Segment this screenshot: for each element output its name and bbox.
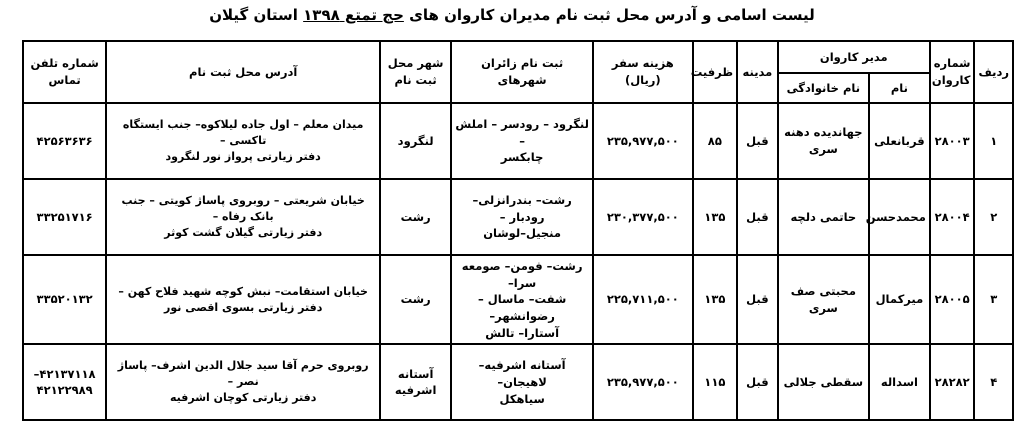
- cell-cost: ۲۳۵,۹۷۷,۵۰۰: [593, 344, 692, 420]
- cell-last-name: سقطی جلالی: [778, 344, 869, 420]
- cell-cost: ۲۲۵,۷۱۱,۵۰۰: [593, 255, 692, 344]
- cell-phone: [23, 344, 106, 420]
- cell-city: لنگرود: [380, 103, 451, 179]
- cities-line: لنگرود – رودسر – املش –: [455, 116, 589, 148]
- cities-line: سیاهکل: [499, 391, 545, 406]
- header-medina: مدینه: [737, 41, 778, 103]
- header-manager: مدیر کاروان: [778, 41, 930, 73]
- cell-cost: ۲۳۵,۹۷۷,۵۰۰: [593, 103, 692, 179]
- cell-capacity: ۱۱۵: [693, 344, 738, 420]
- cell-phone: [23, 179, 106, 255]
- cell-address: [106, 103, 380, 179]
- header-capacity: ظرفیت: [693, 41, 738, 103]
- cell-cities: [451, 344, 593, 420]
- cell-capacity: ۱۳۵: [693, 255, 738, 344]
- phone-line: ۳۳۲۵۱۷۱۶: [36, 209, 93, 224]
- cell-address: [106, 255, 380, 344]
- cell-first-name: میرکمال: [869, 255, 930, 344]
- cell-first-name: اسداله: [869, 344, 930, 420]
- table-row: [23, 344, 1013, 420]
- cell-city: رشت: [380, 255, 451, 344]
- cell-cities: [451, 255, 593, 344]
- title-underlined: حج تمتع ۱۳۹۸: [303, 6, 404, 24]
- address-line: روبروی حرم آقا سید جلال الدین اشرف– پاساژ نصر –: [117, 359, 369, 389]
- cities-line: آستانه اشرفیه–لاهیجان–: [478, 358, 566, 390]
- cell-first-name: محمدحسن: [869, 179, 930, 255]
- cities-line: رشت– فومن– صومعه سرا–: [461, 259, 583, 290]
- header-phone: شماره تلفن تماس: [23, 41, 106, 103]
- cell-row-no: ۴: [974, 344, 1013, 420]
- cell-caravan-no: ۲۸۰۰۵: [930, 255, 975, 344]
- cell-phone: [23, 103, 106, 179]
- address-line: خیابان شریعتی – روبروی پاساژ کویتی – جنب بانک رفاه –: [121, 194, 365, 224]
- title-part-1: لیست اسامی و آدرس محل ثبت نام مدیران کاروان های: [409, 6, 815, 24]
- address-line: میدان معلم – اول جاده لیلاکوه– جنب ایستگاه تاکسی –: [122, 118, 364, 148]
- cell-capacity: ۸۵: [693, 103, 738, 179]
- header-last-name: نام خانوادگی: [778, 73, 869, 103]
- cell-medina: قبل: [737, 103, 778, 179]
- caravan-table: [22, 40, 1014, 421]
- cell-caravan-no: ۲۸۰۰۴: [930, 179, 975, 255]
- cities-line: منجیل–لوشان: [483, 226, 562, 241]
- page-title: [0, 6, 1024, 24]
- phone-line: ۳۳۵۲۰۱۳۲: [36, 292, 93, 307]
- address-line: خیابان استقامت– نبش کوچه شهید فلاح کهن –: [118, 284, 368, 298]
- cell-first-name: قربانعلی: [869, 103, 930, 179]
- address-line: دفتر زیارتی کوچان اشرفیه: [170, 391, 317, 405]
- table-row: [23, 103, 1013, 179]
- cell-medina: قبل: [737, 344, 778, 420]
- cell-row-no: ۲: [974, 179, 1013, 255]
- cell-row-no: ۱: [974, 103, 1013, 179]
- cell-last-name: حاتمی دلچه: [778, 179, 869, 255]
- cities-line: رشت– بندرانزلی–رودبار –: [472, 192, 572, 224]
- cell-cost: ۲۳۰,۳۷۷,۵۰۰: [593, 179, 692, 255]
- cell-phone: [23, 255, 106, 344]
- address-line: دفتر زیارتی بسوی اقصی نور: [164, 300, 323, 314]
- cell-address: [106, 344, 380, 420]
- table-row: [23, 255, 1013, 344]
- cell-cities: [451, 103, 593, 179]
- cell-last-name: محبتی صف سری: [778, 255, 869, 344]
- title-part-2: استان گیلان: [209, 6, 298, 24]
- header-row-no: ردیف: [974, 41, 1013, 103]
- phone-line: ۴۲۱۲۲۹۸۹: [36, 383, 93, 398]
- cell-last-name: جهاندیده دهنه سری: [778, 103, 869, 179]
- address-line: دفتر زیارتی پرواز نور لنگرود: [165, 149, 321, 163]
- table-row: [23, 179, 1013, 255]
- header-address: آدرس محل ثبت نام: [106, 41, 380, 103]
- cell-city: رشت: [380, 179, 451, 255]
- header-registration-city: شهر محل ثبت نام: [380, 41, 451, 103]
- cell-medina: قبل: [737, 255, 778, 344]
- cities-line: آستارا– تالش: [485, 325, 560, 340]
- header-first-name: نام: [869, 73, 930, 103]
- cell-cities: [451, 179, 593, 255]
- cities-line: چابکسر: [500, 150, 544, 165]
- cell-row-no: ۳: [974, 255, 1013, 344]
- cities-line: شفت– ماسال –رضوانشهر–: [477, 292, 567, 324]
- cell-caravan-no: ۲۸۲۸۲: [930, 344, 975, 420]
- cell-city: آستانه اشرفیه: [380, 344, 451, 420]
- phone-line: ۴۲۱۳۷۱۱۸–: [33, 366, 96, 381]
- cell-medina: قبل: [737, 179, 778, 255]
- cell-address: [106, 179, 380, 255]
- phone-line: ۴۲۵۶۳۶۳۶: [36, 133, 93, 148]
- cell-caravan-no: ۲۸۰۰۳: [930, 103, 975, 179]
- header-row: [23, 41, 1013, 73]
- cell-capacity: ۱۳۵: [693, 179, 738, 255]
- header-cost: هزینه سفر (ریال): [593, 41, 692, 103]
- address-line: دفتر زیارتی گیلان گشت کوثر: [164, 225, 323, 239]
- header-caravan-no: شماره کاروان: [930, 41, 975, 103]
- header-registration-cities: ثبت نام زائران شهرهای: [451, 41, 593, 103]
